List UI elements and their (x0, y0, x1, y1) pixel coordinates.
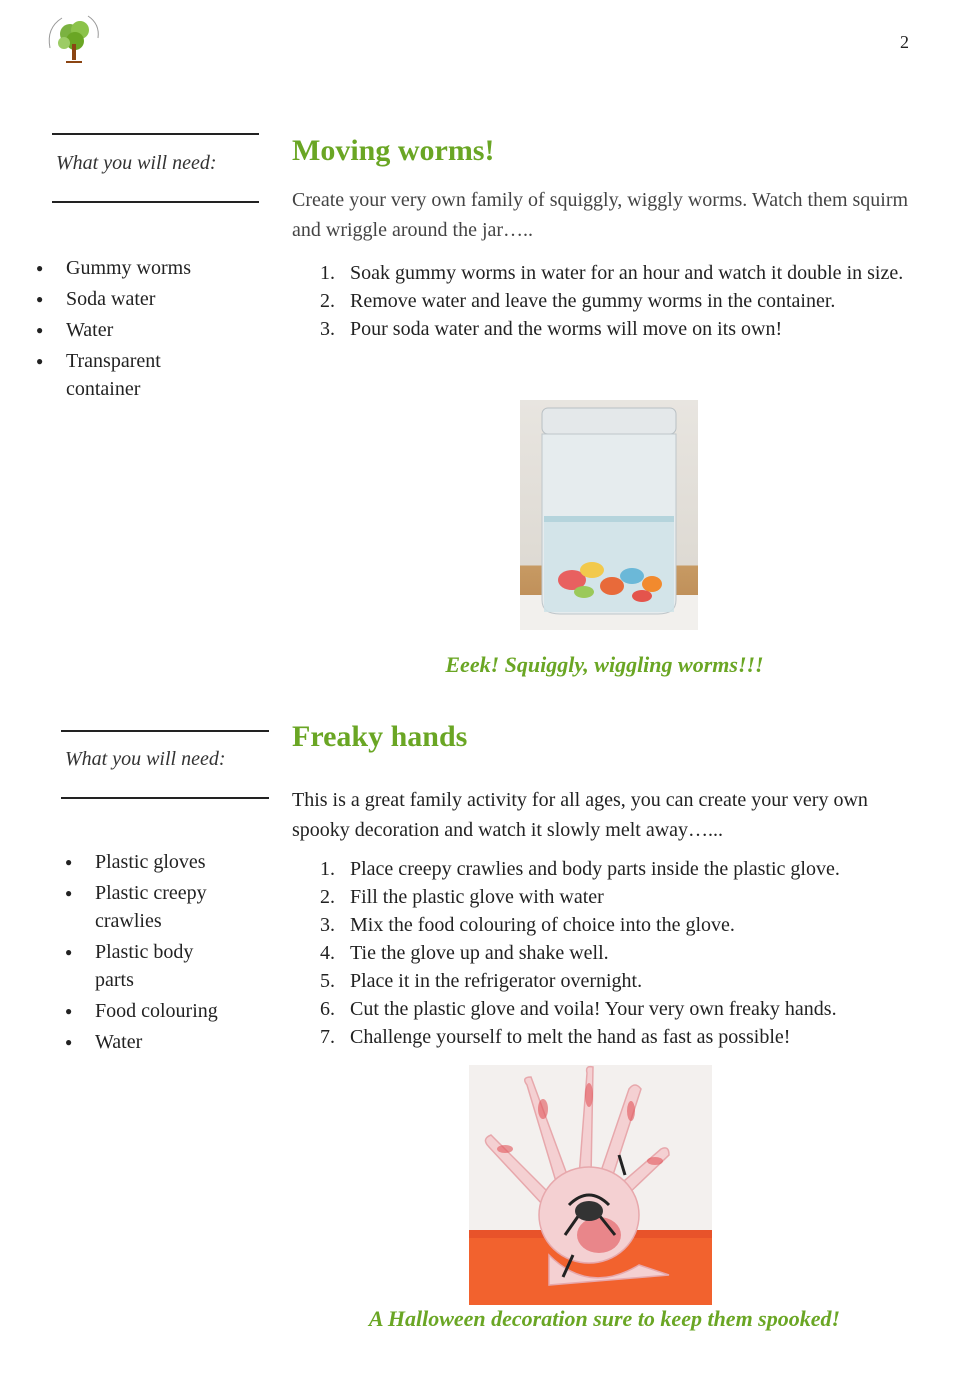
list-item: 1. Soak gummy worms in water for an hour and watch it double in size. (320, 262, 904, 284)
needs-heading: What you will need: (65, 748, 226, 770)
section-title: Freaky hands (292, 720, 468, 753)
list-item: ● Plastic body parts (65, 938, 225, 994)
intro-text: This is a great family activity for all ages, you can create your very own spooky decoration and watch it slowly melt away…... (292, 789, 868, 841)
tree-logo (40, 8, 106, 70)
list-item: ● Soda water (36, 285, 226, 313)
list-item: 3. Pour soda water and the worms will move on its own! (320, 318, 783, 340)
needs-list (65, 848, 255, 1059)
list-item: 3. Mix the food colouring of choice into the glove. (320, 914, 735, 936)
list-item: 2. Fill the plastic glove with water (320, 886, 604, 908)
list-item: ● Food colouring (65, 997, 255, 1025)
list-item: ● Transparent container (36, 347, 196, 403)
needs-heading: What you will need: (56, 152, 217, 174)
needs-list (36, 254, 226, 406)
section-title: Moving worms! (292, 134, 495, 167)
list-item: 1. Place creepy crawlies and body parts inside the plastic glove. (320, 858, 840, 880)
list-item: ● Plastic creepy crawlies (65, 879, 225, 935)
intro-text: Create your very own family of squiggly, wiggly worms. Watch them squirm and wriggle around the jar….. (292, 189, 909, 241)
list-item: 5. Place it in the refrigerator overnight. (320, 970, 643, 992)
frozen-hand-photo (469, 1065, 712, 1305)
sidebar-bottom-rule (52, 201, 259, 203)
photo-caption: A Halloween decoration sure to keep them spooked! (368, 1306, 841, 1331)
list-item: ● Water (36, 316, 226, 344)
list-item: ● Water (65, 1028, 255, 1056)
steps-list (320, 259, 910, 343)
list-item: ● Plastic gloves (65, 848, 255, 876)
list-item: ● Gummy worms (36, 254, 226, 282)
list-item: 7. Challenge yourself to melt the hand as fast as possible! (320, 1026, 791, 1048)
list-item: 6. Cut the plastic glove and voila! Your very own freaky hands. (320, 998, 837, 1020)
list-item: 2. Remove water and leave the gummy worms in the container. (320, 290, 836, 312)
sidebar-top-rule (52, 133, 259, 135)
page-number: 2 (900, 32, 909, 52)
steps-list (320, 855, 920, 1051)
worm-jar-photo (520, 400, 698, 630)
sidebar-top-rule (61, 730, 269, 732)
sidebar-bottom-rule (61, 797, 269, 799)
photo-caption: Eeek! Squiggly, wiggling worms!!! (445, 652, 764, 677)
list-item: 4. Tie the glove up and shake well. (320, 942, 609, 964)
